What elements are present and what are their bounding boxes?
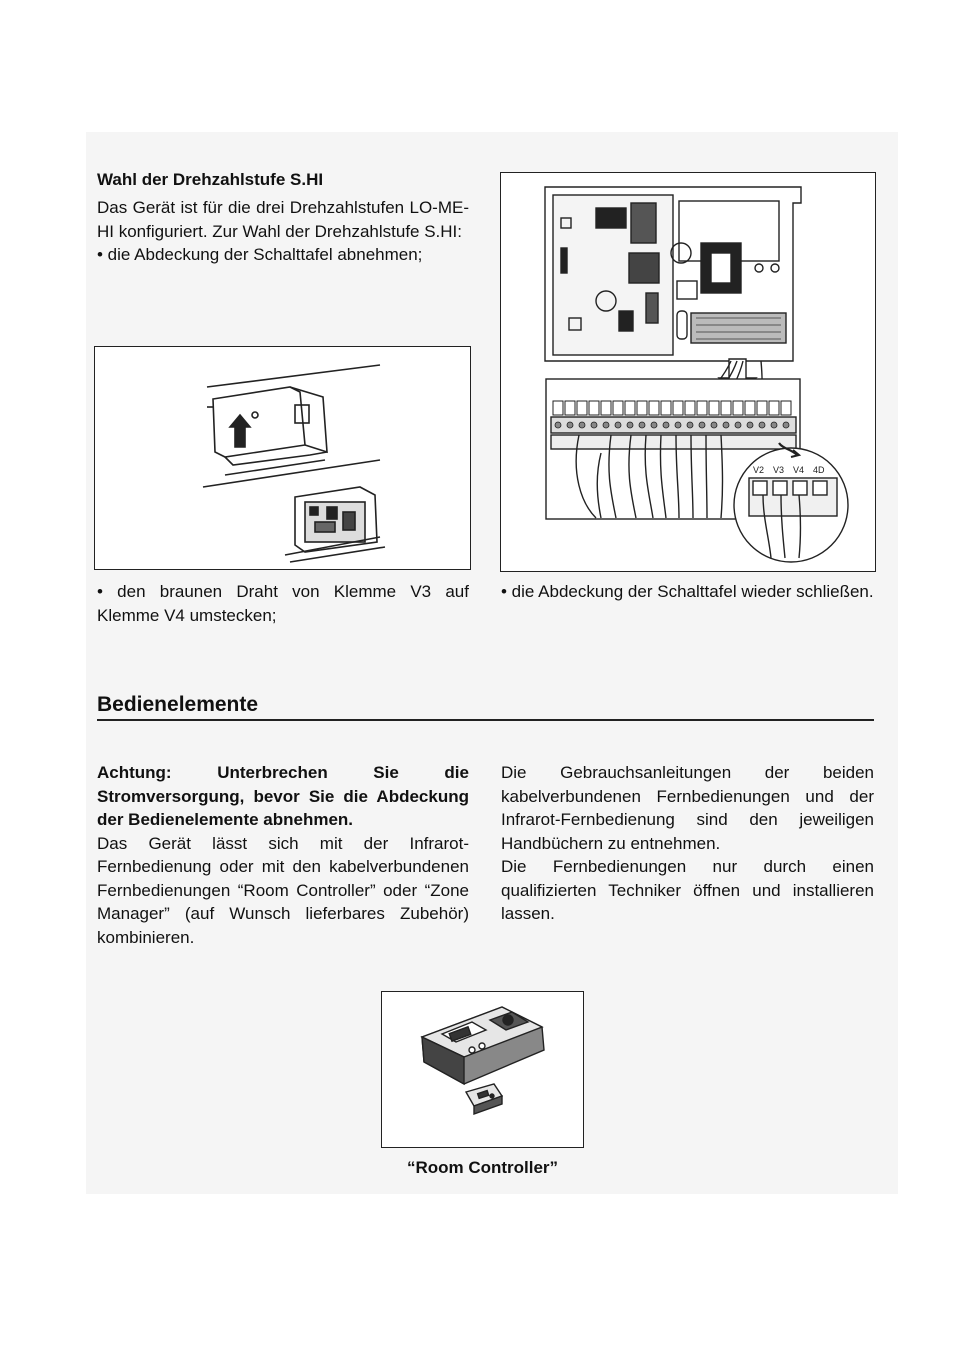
terminal-screw <box>783 422 789 428</box>
terminal-block <box>733 401 743 415</box>
terminal-block <box>661 401 671 415</box>
terminal-block <box>721 401 731 415</box>
section2-body-right-2: Die Fernbedienungen nur durch einen qualifizierten Techniker öffnen und installieren lassen. <box>501 857 874 923</box>
section1-step3: • die Abdeckung der Schalttafel wieder schließen. <box>501 582 874 601</box>
section2-heading: Bedienelemente <box>97 693 259 716</box>
terminal-screw <box>747 422 753 428</box>
terminal-screw <box>579 422 585 428</box>
section2-body-right-1: Die Gebrauchsanleitungen der beiden kabelverbundenen Fernbedienungen und der Infrarot-Fernbedienung sind den jeweiligen Handbüchern zu entnehmen. <box>501 763 874 853</box>
terminal-block <box>769 401 779 415</box>
section1-step1: • die Abdeckung der Schalttafel abnehmen; <box>97 245 423 264</box>
terminal-screw <box>699 422 705 428</box>
section1-step2-wrap <box>97 580 469 627</box>
terminal-block <box>757 401 767 415</box>
terminal-label-v3: V3 <box>773 465 785 475</box>
cover-removal-figure <box>94 346 471 570</box>
terminal-screw <box>759 422 765 428</box>
terminal-block <box>589 401 599 415</box>
section1-heading: Wahl der Drehzahlstufe S.HI <box>97 170 324 189</box>
terminal-block <box>697 401 707 415</box>
section1-text <box>97 170 469 267</box>
terminal-screw <box>615 422 621 428</box>
terminal-screw <box>663 422 669 428</box>
terminal-block <box>781 401 791 415</box>
cover-removal-illustration <box>95 347 469 568</box>
terminal-screw <box>603 422 609 428</box>
terminal-block <box>565 401 575 415</box>
terminal-label-4d: 4D <box>813 465 825 475</box>
section2-body-left: Das Gerät lässt sich mit der Infrarot-Fernbedienung oder mit den kabelverbundenen Fernbedienungen “Room Controller” oder “Zone Manager” (auf Wunsch lieferbares Zubehör) kombinieren. <box>97 833 469 947</box>
room-controller-caption: “Room Controller” <box>406 1158 559 1177</box>
terminal-screw <box>723 422 729 428</box>
room-controller-illustration <box>382 992 582 1146</box>
terminal-screw <box>639 422 645 428</box>
section1-step2: • den braunen Draht von Klemme V3 auf Klemme V4 umstecken; <box>97 582 469 625</box>
terminal-label-v4: V4 <box>793 465 805 475</box>
terminal-screw <box>675 422 681 428</box>
section2-heading-wrap <box>97 693 874 717</box>
terminal-screw <box>555 422 561 428</box>
terminal-block <box>577 401 587 415</box>
terminal-block <box>709 401 719 415</box>
terminal-block <box>745 401 755 415</box>
section2-warning: Achtung: Unterbrechen Sie die Stromversorgung, bevor Sie die Abdeckung der Bedienelemente abnehmen. <box>97 763 469 829</box>
terminal-screw <box>627 422 633 428</box>
room-controller-figure <box>381 991 584 1148</box>
terminal-screw <box>771 422 777 428</box>
terminal-block <box>649 401 659 415</box>
section2-rule <box>97 719 874 721</box>
section1-step3-wrap <box>501 580 874 604</box>
terminal-block <box>625 401 635 415</box>
terminal-block <box>553 401 563 415</box>
wiring-illustration <box>501 173 874 570</box>
terminal-screw <box>711 422 717 428</box>
section2-left-column <box>97 761 469 947</box>
terminal-block <box>685 401 695 415</box>
wiring-figure <box>500 172 876 572</box>
terminal-screw <box>591 422 597 428</box>
terminal-block <box>601 401 611 415</box>
terminal-block <box>637 401 647 415</box>
terminal-screw <box>687 422 693 428</box>
terminal-screw <box>735 422 741 428</box>
terminal-label-v2: V2 <box>753 465 765 475</box>
terminal-screw <box>567 422 573 428</box>
section2-right-column <box>501 761 874 926</box>
terminal-block <box>673 401 683 415</box>
section1-intro: Das Gerät ist für die drei Drehzahlstufen LO-ME-HI konfiguriert. Zur Wahl der Drehzahlstufe S.HI: <box>97 198 469 241</box>
terminal-block <box>613 401 623 415</box>
terminal-screw <box>651 422 657 428</box>
